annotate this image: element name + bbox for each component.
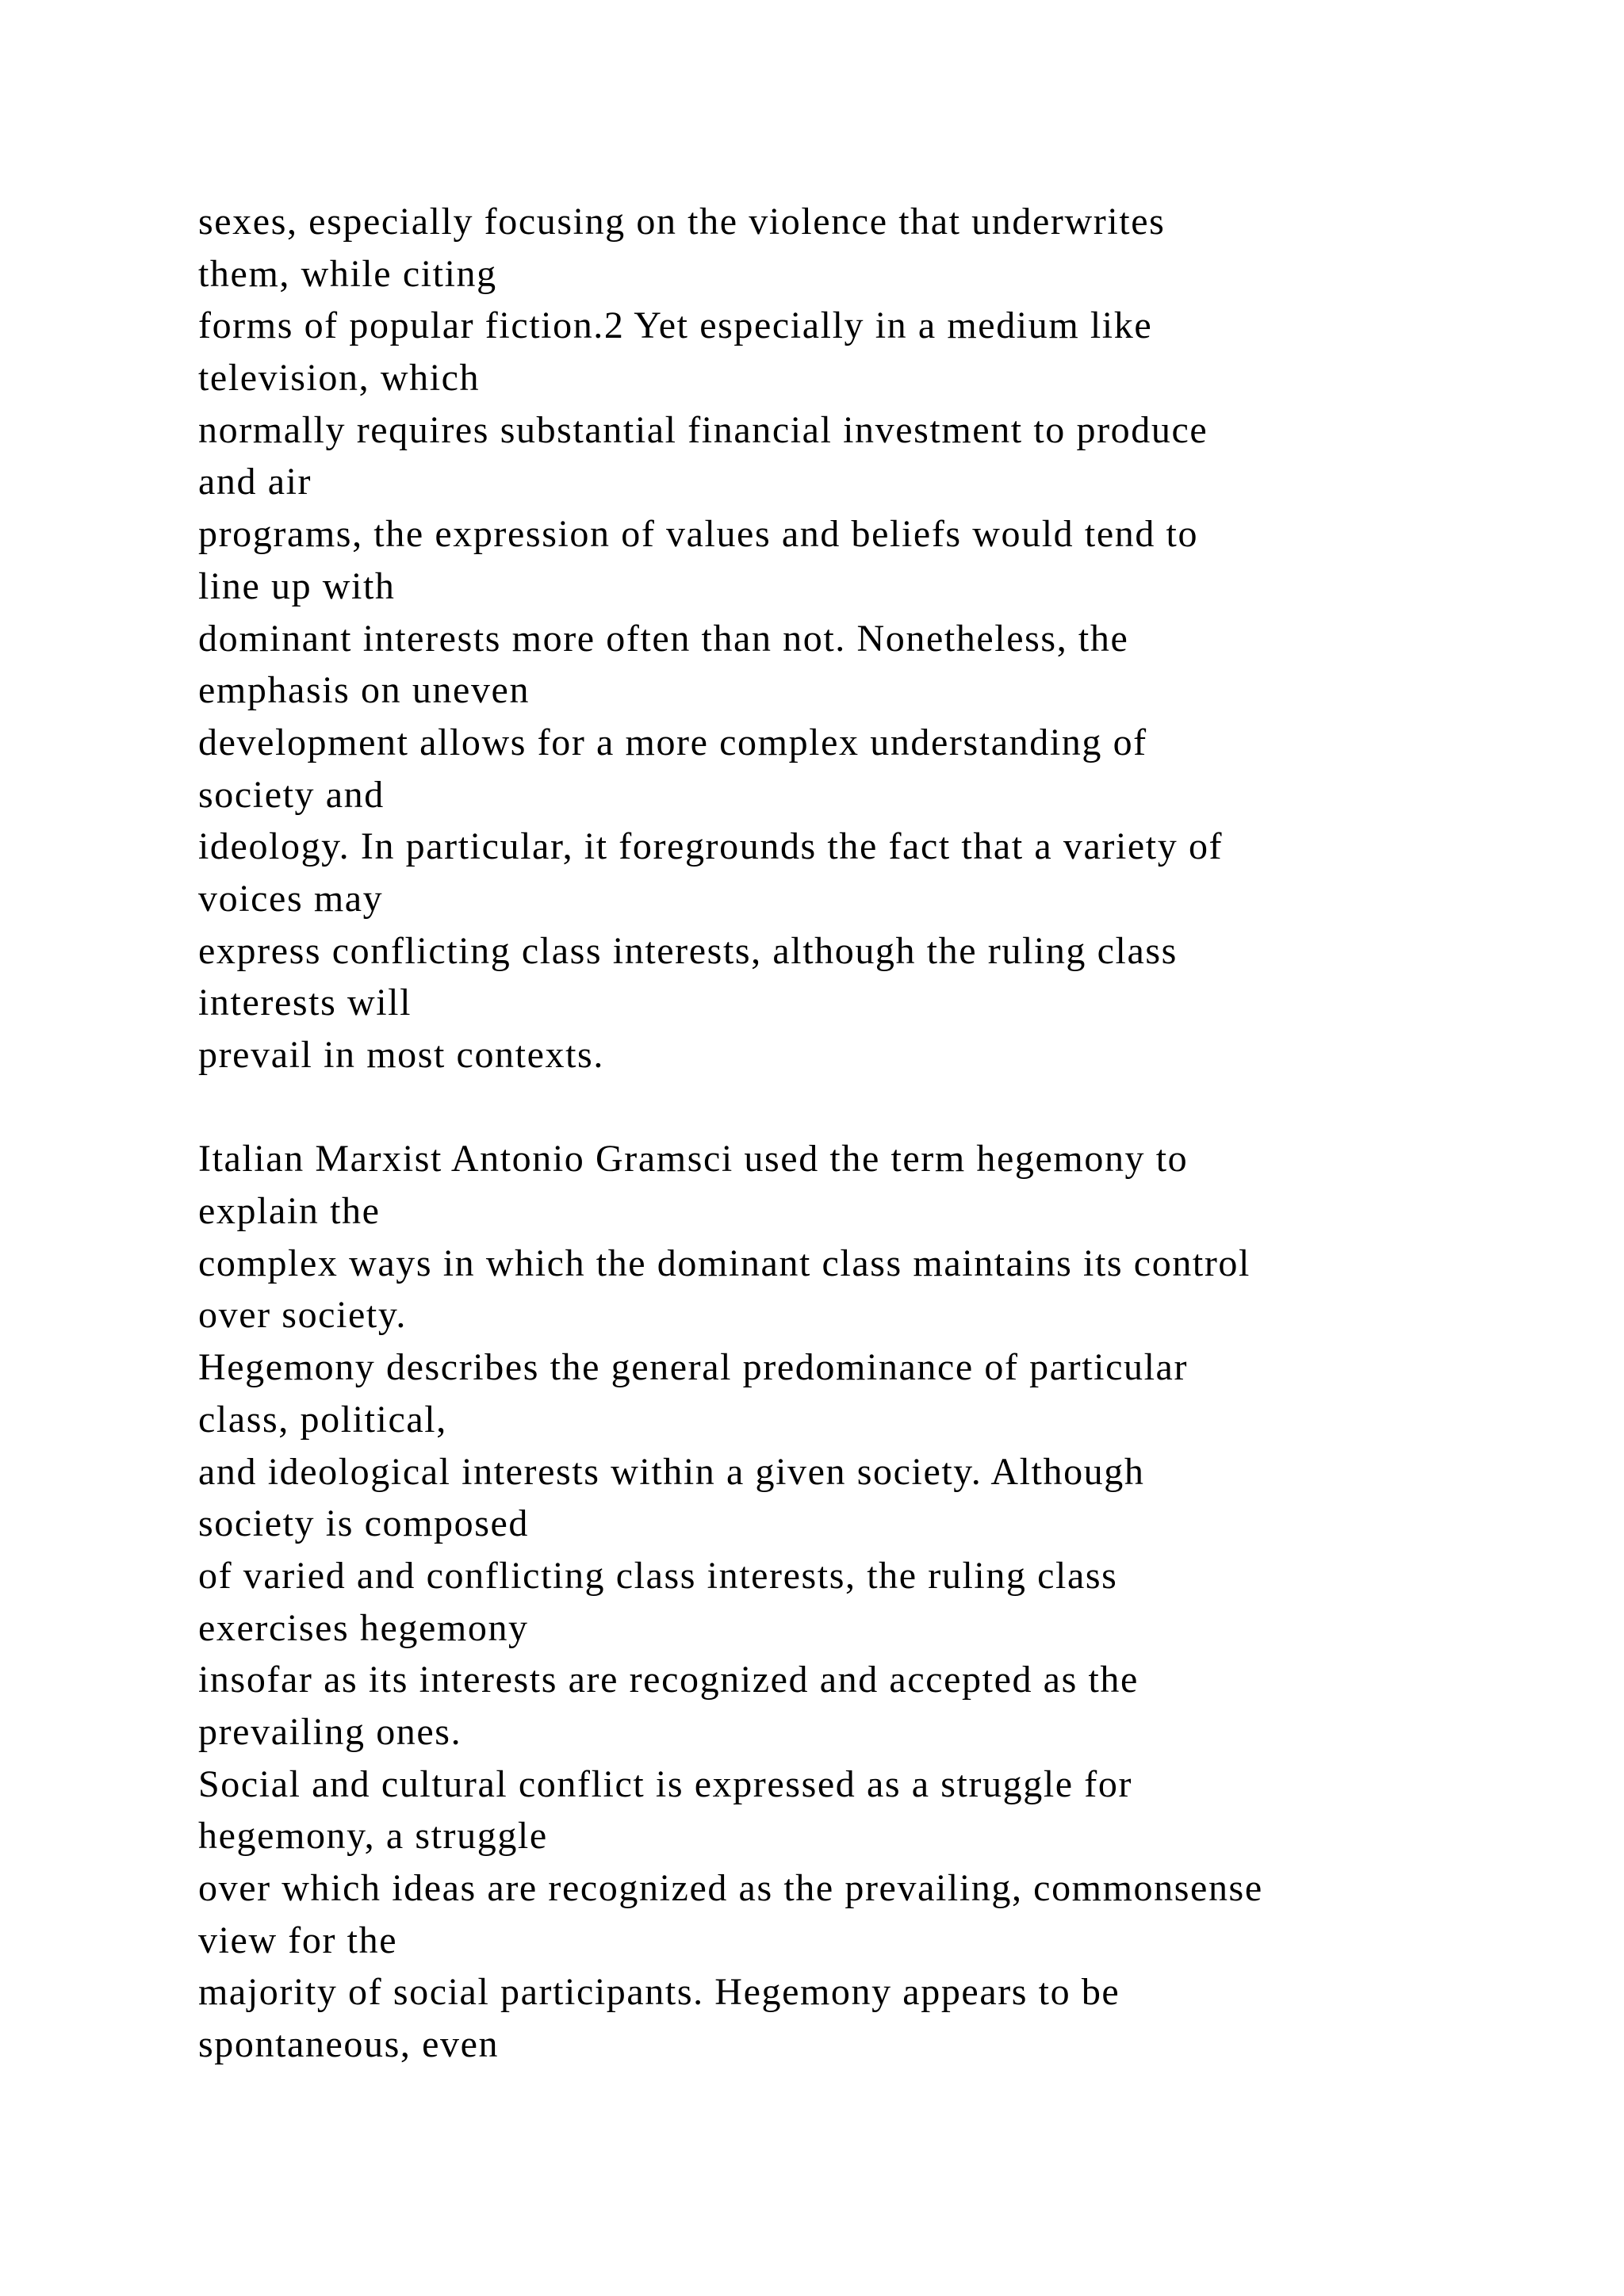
- text-line: majority of social participants. Hegemony appears to be: [198, 1971, 1120, 2014]
- text-line: interests will: [198, 982, 412, 1024]
- body-text: [198, 196, 1546, 2071]
- text-line: dominant interests more often than not. Nonetheless, the: [198, 617, 1129, 660]
- text-line: prevail in most contexts.: [198, 1034, 604, 1076]
- text-line: insofar as its interests are recognized and accepted as the: [198, 1659, 1139, 1701]
- text-line: line up with: [198, 564, 396, 607]
- text-line: emphasis on uneven: [198, 669, 530, 712]
- text-line: them, while citing: [198, 252, 497, 295]
- text-line: normally requires substantial financial investment to produce: [198, 408, 1208, 451]
- text-line: forms of popular fiction.2 Yet especially in a medium like: [198, 304, 1153, 347]
- text-line: sexes, especially focusing on the violence that underwrites: [198, 201, 1166, 243]
- text-line: of varied and conflicting class interests, the ruling class: [198, 1554, 1118, 1597]
- text-line: and ideological interests within a given society. Although: [198, 1450, 1145, 1493]
- text-line: hegemony, a struggle: [198, 1815, 548, 1858]
- text-line: voices may: [198, 877, 384, 920]
- text-line: over which ideas are recognized as the prevailing, commonsense: [198, 1867, 1263, 1909]
- text-line: programs, the expression of values and beliefs would tend to: [198, 513, 1199, 556]
- text-line: society and: [198, 773, 385, 816]
- text-line: prevailing ones.: [198, 1710, 462, 1753]
- text-line: television, which: [198, 357, 481, 400]
- text-line: exercises hegemony: [198, 1606, 529, 1649]
- blank-line: [198, 1081, 1546, 1134]
- text-line: development allows for a more complex understanding of: [198, 721, 1147, 763]
- text-line: spontaneous, even: [198, 2023, 500, 2066]
- text-line: express conflicting class interests, although the ruling class: [198, 929, 1178, 972]
- text-line: Hegemony describes the general predominance of particular: [198, 1346, 1189, 1389]
- text-line: class, political,: [198, 1398, 447, 1441]
- text-line: complex ways in which the dominant class maintains its control: [198, 1242, 1251, 1284]
- text-line: Social and cultural conflict is expressed as a struggle for: [198, 1762, 1133, 1805]
- text-line: view for the: [198, 1919, 398, 1961]
- text-line: ideology. In particular, it foregrounds the fact that a variety of: [198, 825, 1224, 868]
- text-line: over society.: [198, 1294, 407, 1337]
- text-line: society is composed: [198, 1502, 530, 1545]
- text-line: and air: [198, 461, 312, 503]
- text-line: Italian Marxist Antonio Gramsci used the term hegemony to: [198, 1138, 1189, 1181]
- text-line: explain the: [198, 1190, 381, 1233]
